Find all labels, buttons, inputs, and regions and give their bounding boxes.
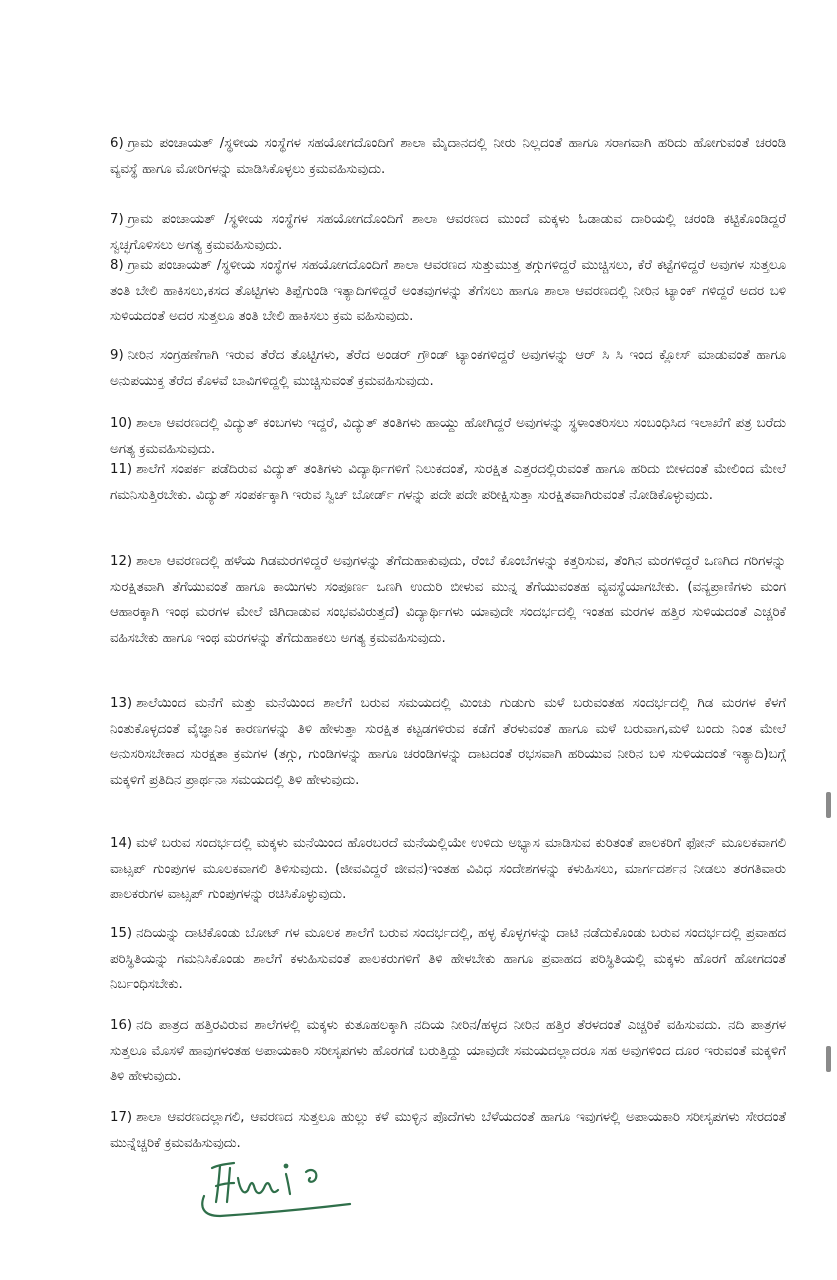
item-text: ಗ್ರಾಮ ಪಂಚಾಯತ್ /ಸ್ಥಳೀಯ ಸಂಸ್ಥೆಗಳ ಸಹಯೋಗದೊಂದಿಗೆ ಶಾಲಾ ಆವರಣದ ಮುಂದೆ ಮಕ್ಕಳು ಓಡಾಡುವ ದಾರಿಯಲ್ಲಿ ಚರಂಡಿ ಕಟ್ಟಿಕೊಂಡಿದ್ದರೆ ಸ್ವಚ್ಛಗೊಳಿಸಲು ಅಗತ್ಯ ಕ್ರಮವಹಿಸುವುದು.	[110, 212, 786, 253]
item-number: 9)	[110, 348, 124, 364]
item-text: ಮಳೆ ಬರುವ ಸಂದರ್ಭದಲ್ಲಿ ಮಕ್ಕಳು ಮನೆಯಿಂದ ಹೊರಬರದೆ ಮನೆಯಲ್ಲಿಯೇ ಉಳಿದು ಅಭ್ಯಾಸ ಮಾಡಿಸುವ ಕುರಿತಂತೆ ಪಾಲಕರಿಗೆ ಫೋನ್ ಮೂಲಕವಾಗಲಿ ವಾಟ್ಸಪ್ ಗುಂಪುಗಳ ಮೂಲಕವಾಗಲಿ ತಿಳಿಸುವುದು. (ಜೀವವಿದ್ದರೆ ಜೀವನ)ಇಂತಹ ವಿವಿಧ ಸಂದೇಶಗಳನ್ನು ಕಳುಹಿಸಲು, ಮಾರ್ಗದರ್ಶನ ನೀಡಲು ತರಗತಿವಾರು ಪಾಲಕರುಗಳ ವಾಟ್ಸಪ್ ಗುಂಪುಗಳನ್ನು ರಚಿಸಿಕೊಳ್ಳುವುದು.	[110, 836, 786, 903]
item-number: 16)	[110, 1018, 133, 1034]
item-number: 12)	[110, 554, 133, 570]
list-item-7	[110, 207, 786, 258]
item-text: ನೀರಿನ ಸಂಗ್ರಹಣೆಗಾಗಿ ಇರುವ ತೆರೆದ ತೊಟ್ಟಿಗಳು, ತೆರೆದ ಅಂಡರ್ ಗ್ರೌಂಡ್ ಟ್ಯಾಂಕಗಳಿದ್ದರೆ ಅವುಗಳನ್ನು ಆರ್ ಸಿ ಸಿ ಇಂದ ಕ್ಲೋಸ್ ಮಾಡುವಂತೆ ಹಾಗೂ ಅನುಪಯುಕ್ತ ತೆರೆದ ಕೊಳವೆ ಬಾವಿಗಳಿದ್ದಲ್ಲಿ ಮುಚ್ಚಿಸುವಂತೆ ಕ್ರಮವಹಿಸುವುದು.	[110, 348, 786, 389]
item-text: ಶಾಲೆಗೆ ಸಂಪರ್ಕ ಪಡೆದಿರುವ ವಿದ್ಯುತ್ ತಂತಿಗಳು ವಿದ್ಯಾರ್ಥಿಗಳಿಗೆ ನಿಲುಕದಂತೆ, ಸುರಕ್ಷಿತ ಎತ್ತರದಲ್ಲಿರುವಂತೆ ಹಾಗೂ ಹರಿದು ಬೀಳದಂತೆ ಮೇಲಿಂದ ಮೇಲೆ ಗಮನಿಸುತ್ತಿರಬೇಕು. ವಿದ್ಯುತ್ ಸಂಪರ್ಕಕ್ಕಾಗಿ ಇರುವ ಸ್ವಿಚ್ ಬೋರ್ಡ್ ಗಳನ್ನು ಪದೇ ಪದೇ ಪರೀಕ್ಷಿಸುತ್ತಾ ಸುರಕ್ಷಿತವಾಗಿರುವಂತೆ ನೋಡಿಕೊಳ್ಳುವುದು.	[110, 462, 786, 503]
item-text: ಶಾಲಾ ಆವರಣದಲ್ಲಿ ವಿದ್ಯುತ್ ಕಂಬಗಳು ಇದ್ದರೆ, ವಿದ್ಯುತ್ ತಂತಿಗಳು ಹಾಯ್ದು ಹೋಗಿದ್ದರೆ ಅವುಗಳನ್ನು ಸ್ಥಳಾಂತರಿಸಲು ಸಂಬಂಧಿಸಿದ ಇಲಾಖೆಗೆ ಪತ್ರ ಬರೆದು ಅಗತ್ಯ ಕ್ರಮವಹಿಸುವುದು.	[110, 416, 786, 457]
list-item-15	[110, 921, 786, 998]
list-item-10	[110, 411, 786, 462]
list-item-16	[110, 1013, 786, 1090]
item-text: ನದಿ ಪಾತ್ರದ ಹತ್ತಿರವಿರುವ ಶಾಲೆಗಳಲ್ಲಿ ಮಕ್ಕಳು ಕುತೂಹಲಕ್ಕಾಗಿ ನದಿಯ ನೀರಿನ/ಹಳ್ಳದ ನೀರಿನ ಹತ್ತಿರ ತೆರಳದಂತೆ ಎಚ್ಚರಿಕೆ ವಹಿಸುವದು. ನದಿ ಪಾತ್ರಗಳ ಸುತ್ತಲೂ ಮೊಸಳೆ ಹಾವುಗಳಂತಹ ಅಪಾಯಕಾರಿ ಸರೀಸೃಪಗಳು ಹೊರಗಡೆ ಬರುತ್ತಿದ್ದು ಯಾವುದೇ ಸಮಯದಲ್ಲಾದರೂ ಸಹ ಅವುಗಳಿಂದ ದೂರ ಇರುವಂತೆ ಮಕ್ಕಳಿಗೆ ತಿಳಿ ಹೇಳುವುದು.	[110, 1018, 786, 1085]
item-number: 8)	[110, 258, 124, 274]
item-text: ನದಿಯನ್ನು ದಾಟಿಕೊಂಡು ಬೋಟ್ ಗಳ ಮೂಲಕ ಶಾಲೆಗೆ ಬರುವ ಸಂದರ್ಭದಲ್ಲಿ, ಹಳ್ಳ ಕೊಳ್ಳಗಳನ್ನು ದಾಟಿ ನಡೆದುಕೊಂಡು ಬರುವ ಸಂದರ್ಭದಲ್ಲಿ ಪ್ರವಾಹದ ಪರಿಸ್ಥಿತಿಯನ್ನು ಗಮನಿಸಿಕೊಂಡು ಶಾಲೆಗೆ ಕಳುಹಿಸುವಂತೆ ಪಾಲಕರುಗಳಿಗೆ ತಿಳಿ ಹೇಳಬೇಕು ಹಾಗೂ ಪ್ರವಾಹದ ಪರಿಸ್ಥಿತಿಯಲ್ಲಿ ಮಕ್ಕಳು ಹೊರಗೆ ಹೋಗದಂತೆ ನಿರ್ಬಂಧಿಸಬೇಕು.	[110, 926, 786, 993]
item-number: 15)	[110, 926, 133, 942]
item-number: 10)	[110, 416, 133, 432]
item-number: 14)	[110, 836, 133, 852]
item-number: 17)	[110, 1110, 133, 1126]
item-number: 13)	[110, 696, 133, 712]
item-text: ಗ್ರಾಮ ಪಂಚಾಯತ್ /ಸ್ಥಳೀಯ ಸಂಸ್ಥೆಗಳ ಸಹಯೋಗದೊಂದಿಗೆ ಶಾಲಾ ಮೈದಾನದಲ್ಲಿ ನೀರು ನಿಲ್ಲದಂತೆ ಹಾಗೂ ಸರಾಗವಾಗಿ ಹರಿದು ಹೋಗುವಂತೆ ಚರಂಡಿ ವ್ಯವಸ್ಥೆ ಹಾಗೂ ಮೋರಿಗಳನ್ನು ಮಾಡಿಸಿಕೊಳ್ಳಲು ಕ್ರಮವಹಿಸುವುದು.	[110, 136, 786, 177]
item-text: ಶಾಲಾ ಆವರಣದಲ್ಲಿ ಹಳೆಯ ಗಿಡಮರಗಳಿದ್ದರೆ ಅವುಗಳನ್ನು ತೆಗೆದುಹಾಕುವುದು, ರೆಂಬೆ ಕೊಂಬೆಗಳನ್ನು ಕತ್ತರಿಸುವ, ತೆಂಗಿನ ಮರಗಳಿದ್ದರೆ ಒಣಗಿದ ಗರಿಗಳನ್ನು ಸುರಕ್ಷಿತವಾಗಿ ತೆಗೆಯುವಂತೆ ಹಾಗೂ ಕಾಯಿಗಳು ಸಂಪೂರ್ಣ ಒಣಗಿ ಉದುರಿ ಬೀಳುವ ಮುನ್ನ ತೆಗೆಯುವಂತಹ ವ್ಯವಸ್ಥೆಯಾಗಬೇಕು. (ವನ್ಯಪ್ರಾಣಿಗಳು ಮಂಗ ಆಹಾರಕ್ಕಾಗಿ ಇಂಥ ಮರಗಳ ಮೇಲೆ ಜಿಗಿದಾಡುವ ಸಂಭವವಿರುತ್ತದೆ) ವಿದ್ಯಾರ್ಥಿಗಳು ಯಾವುದೇ ಸಂದರ್ಭದಲ್ಲಿ ಇಂತಹ ಮರಗಳ ಹತ್ತಿರ ಸುಳಿಯದಂತೆ ಎಚ್ಚರಿಕೆ ವಹಿಸಬೇಕು ಹಾಗೂ ಇಂಥ ಮರಗಳನ್ನು ತೆಗೆದುಹಾಕಲು ಅಗತ್ಯ ಕ್ರಮವಹಿಸುವುದು.	[110, 554, 786, 646]
scan-edge-mark	[826, 792, 831, 818]
list-item-8	[110, 253, 786, 330]
list-item-17	[110, 1105, 786, 1156]
scan-edge-mark	[826, 1046, 831, 1072]
item-number: 7)	[110, 212, 124, 228]
item-number: 6)	[110, 136, 124, 152]
list-item-6	[110, 131, 786, 182]
item-text: ಶಾಲಾ ಆವರಣದಲ್ಲಾಗಲಿ, ಆವರಣದ ಸುತ್ತಲೂ ಹುಲ್ಲು ಕಳೆ ಮುಳ್ಳಿನ ಪೊದೆಗಳು ಬೆಳೆಯದಂತೆ ಹಾಗೂ ಇವುಗಳಲ್ಲಿ ಅಪಾಯಕಾರಿ ಸರೀಸೃಪಗಳು ಸೇರದಂತೆ ಮುನ್ನೆಚ್ಚರಿಕೆ ಕ್ರಮವಹಿಸುವುದು.	[110, 1110, 786, 1151]
list-item-11	[110, 457, 786, 508]
list-item-9	[110, 343, 786, 394]
item-text: ಶಾಲೆಯಿಂದ ಮನೆಗೆ ಮತ್ತು ಮನೆಯಿಂದ ಶಾಲೆಗೆ ಬರುವ ಸಮಯದಲ್ಲಿ ಮಿಂಚು ಗುಡುಗು ಮಳೆ ಬರುವಂತಹ ಸಂದರ್ಭದಲ್ಲಿ ಗಿಡ ಮರಗಳ ಕೆಳಗೆ ನಿಂತುಕೊಳ್ಳದಂತೆ ವೈಜ್ಞಾನಿಕ ಕಾರಣಗಳನ್ನು ತಿಳಿ ಹೇಳುತ್ತಾ ಸುರಕ್ಷಿತ ಕಟ್ಟಡಗಳಿರುವ ಕಡೆಗೆ ತೆರಳುವಂತೆ ಹಾಗೂ ಮಳೆ ಬರುವಾಗ,ಮಳೆ ಬಂದು ನಿಂತ ಮೇಲೆ ಅನುಸರಿಸಬೇಕಾದ ಸುರಕ್ಷತಾ ಕ್ರಮಗಳ (ತಗ್ಗು, ಗುಂಡಿಗಳನ್ನು ಹಾಗೂ ಚರಂಡಿಗಳನ್ನು ದಾಟದಂತೆ ರಭಸವಾಗಿ ಹರಿಯುವ ನೀರಿನ ಬಳಿ ಸುಳಿಯದಂತೆ ಇತ್ಯಾದಿ)ಬಗ್ಗೆ ಮಕ್ಕಳಿಗೆ ಪ್ರತಿದಿನ ಪ್ರಾರ್ಥನಾ ಸಮಯದಲ್ಲಿ ತಿಳಿ ಹೇಳುವುದು.	[110, 696, 786, 788]
list-item-14	[110, 831, 786, 908]
list-item-12	[110, 549, 786, 651]
item-number: 11)	[110, 462, 133, 478]
signature	[190, 1150, 380, 1230]
item-text: ಗ್ರಾಮ ಪಂಚಾಯತ್ /ಸ್ಥಳೀಯ ಸಂಸ್ಥೆಗಳ ಸಹಯೋಗದೊಂದಿಗೆ ಶಾಲಾ ಆವರಣದ ಸುತ್ತುಮುತ್ತ ತಗ್ಗುಗಳಿದ್ದರೆ ಮುಚ್ಚಿಸಲು, ಕೆರೆ ಕಟ್ಟೆಗಳಿದ್ದರೆ ಅವುಗಳ ಸುತ್ತಲೂ ತಂತಿ ಬೇಲಿ ಹಾಕಿಸಲು,ಕಸದ ತೊಟ್ಟಿಗಳು ತಿಪ್ಪೆಗುಂಡಿ ಇತ್ಯಾದಿಗಳಿದ್ದರೆ ಅಂತವುಗಳನ್ನು ತೆಗೆಸಲು ಹಾಗೂ ಶಾಲಾ ಆವರಣದಲ್ಲಿ ನೀರಿನ ಟ್ಯಾಂಕ್ ಗಳಿದ್ದರೆ ಅದರ ಬಳಿ ಸುಳಿಯದಂತೆ ಅದರ ಸುತ್ತಲೂ ತಂತಿ ಬೇಲಿ ಹಾಕಿಸಲು ಕ್ರಮ ವಹಿಸುವುದು.	[110, 258, 786, 325]
signature-ink	[202, 1163, 350, 1216]
list-item-13	[110, 691, 786, 793]
